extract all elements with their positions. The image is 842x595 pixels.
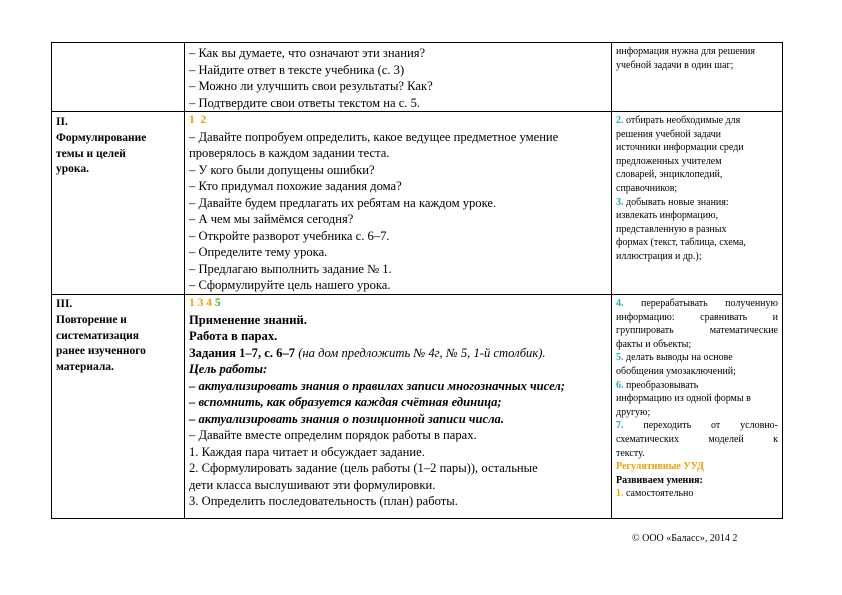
activity-cell bbox=[185, 43, 612, 112]
uud-line: 1. самостоятельно bbox=[616, 488, 694, 500]
stage-cell bbox=[52, 43, 185, 112]
uud-line: предложенных учителем bbox=[616, 155, 722, 167]
table-row bbox=[52, 112, 783, 295]
activity-heading: Применение знаний. bbox=[189, 312, 307, 327]
uud-line: тексту. bbox=[616, 447, 645, 459]
uud-numbers bbox=[189, 295, 607, 312]
uud-line: представленную в разных bbox=[616, 223, 727, 235]
uud-line: 2. отбирать необходимые для bbox=[616, 115, 741, 126]
activity-line: – Откройте разворот учебника с. 6–7. bbox=[189, 228, 390, 243]
activity-heading: Работа в парах. bbox=[189, 329, 278, 343]
activity-line: – Определите тему урока. bbox=[189, 245, 328, 259]
uud-line: факты и объекты; bbox=[616, 338, 692, 350]
activity-line: – Подтвердите свои ответы текстом на с. 5. bbox=[189, 95, 421, 110]
stage-title-line: ранее изученного bbox=[56, 345, 146, 358]
goal-line: – актуализировать знания о правилах записи многозначных чисел; bbox=[189, 378, 566, 393]
goal-line: – актуализировать знания о позиционной записи числа. bbox=[189, 411, 504, 426]
stage-title-line: материала. bbox=[56, 361, 114, 374]
uud-line: решения учебной задачи bbox=[616, 128, 722, 140]
activity-line: 2. Сформулировать задание (цель работы (1–2 пары)), остальные bbox=[189, 461, 538, 475]
uud-line: 5. делать выводы на основе bbox=[616, 352, 733, 364]
uud-line: обобщения умозаключений; bbox=[616, 365, 736, 377]
activity-line: 1. Каждая пара читает и обсуждает задание. bbox=[189, 444, 425, 459]
stage-number: III. bbox=[56, 298, 73, 310]
uud-item-number: 1. bbox=[616, 488, 624, 500]
uud-item: 7. переходить от условно-схематических моделей к bbox=[616, 420, 778, 445]
stage-title-line: Повторение и bbox=[56, 313, 127, 326]
table-row bbox=[52, 43, 783, 112]
goal-line: – вспомнить, как образуется каждая счётная единица; bbox=[189, 395, 502, 409]
uud-line: справочников; bbox=[616, 182, 678, 194]
lesson-table bbox=[51, 42, 783, 519]
uud-line: другую; bbox=[616, 406, 651, 418]
activity-cell bbox=[185, 112, 612, 295]
uud-item-number: 4. bbox=[616, 298, 624, 309]
uud-number-1: 1 bbox=[189, 297, 195, 309]
uud-item-number: 3. bbox=[616, 196, 624, 208]
stage-title-line: темы и целей bbox=[56, 147, 126, 160]
uud-line: иллюстрация и др.); bbox=[616, 250, 702, 262]
tasks-line: Задания 1–7, с. 6–7 (на дом предложить № 4г, № 5, 1-й столбик). bbox=[189, 345, 546, 360]
activity-line: – Давайте попробуем определить, какое ведущее предметное умение bbox=[189, 129, 559, 144]
activity-line: – Предлагаю выполнить задание № 1. bbox=[189, 261, 392, 276]
uud-cell bbox=[612, 295, 783, 519]
uud-cell bbox=[612, 112, 783, 295]
activity-line: проверялось в каждом задании теста. bbox=[189, 146, 390, 160]
stage-cell bbox=[52, 295, 185, 519]
stage-title-line: Формулирование bbox=[56, 131, 147, 144]
develop-skills-label: Развиваем умения: bbox=[616, 474, 703, 486]
activity-cell bbox=[185, 295, 612, 519]
stage-title-line: систематизация bbox=[56, 329, 139, 342]
activity-line: 3. Определить последовательность (план) работы. bbox=[189, 494, 458, 508]
uud-line: формах (текст, таблица, схема, bbox=[616, 237, 746, 249]
uud-line: учебной задачи в один шаг; bbox=[616, 59, 734, 71]
activity-line: – Давайте вместе определим порядок работы в парах. bbox=[189, 428, 477, 442]
activity-line: – А чем мы займёмся сегодня? bbox=[189, 212, 354, 226]
stage-title-line: урока. bbox=[56, 163, 89, 176]
uud-number-2: 2 bbox=[200, 114, 207, 126]
activity-line: – Найдите ответ в тексте учебника (с. 3) bbox=[189, 62, 405, 77]
copyright-footer: © ООО «Баласс», 2014 2 bbox=[632, 533, 738, 544]
uud-line: извлекать информацию, bbox=[616, 210, 719, 222]
activity-line: – Кто придумал похожие задания дома? bbox=[189, 179, 402, 193]
uud-line: информация нужна для решения bbox=[616, 46, 756, 57]
uud-line: словарей, энциклопедий, bbox=[616, 169, 723, 181]
uud-line: 6. преобразовывать bbox=[616, 379, 699, 391]
activity-line: – Как вы думаете, что означают эти знания? bbox=[189, 46, 426, 60]
uud-line: 3. добывать новые знания: bbox=[616, 196, 729, 208]
uud-line: источники информации среди bbox=[616, 142, 744, 154]
uud-number-4: 4 bbox=[206, 297, 212, 309]
uud-line: информацию из одной формы в bbox=[616, 393, 751, 405]
table-row bbox=[52, 295, 783, 519]
stage-number: II. bbox=[56, 116, 68, 128]
uud-item-number: 5. bbox=[616, 352, 624, 364]
activity-line: – У кого были допущены ошибки? bbox=[189, 162, 375, 177]
uud-number-1: 1 bbox=[189, 114, 195, 126]
activity-line: – Сформулируйте цель нашего урока. bbox=[189, 278, 391, 292]
goal-heading: Цель работы: bbox=[189, 362, 268, 376]
activity-line: – Можно ли улучшить свои результаты? Как? bbox=[189, 79, 433, 93]
stage-cell bbox=[52, 112, 185, 295]
uud-item-number: 2. bbox=[616, 115, 624, 126]
uud-number-3: 3 bbox=[197, 297, 204, 309]
activity-line: – Давайте будем предлагать их ребятам на каждом уроке. bbox=[189, 195, 497, 210]
uud-item: 4. перерабатывать полученную информацию: сравнивать и группировать математические bbox=[616, 298, 778, 337]
uud-cell bbox=[612, 43, 783, 112]
uud-numbers bbox=[189, 112, 607, 129]
regulatory-uud-heading: Регулятивные УУД bbox=[616, 461, 704, 473]
uud-item-number: 6. bbox=[616, 379, 624, 391]
uud-item-number: 7. bbox=[616, 420, 624, 432]
activity-line: дети класса выслушивают эти формулировки. bbox=[189, 477, 436, 492]
uud-number-5: 5 bbox=[214, 297, 221, 309]
